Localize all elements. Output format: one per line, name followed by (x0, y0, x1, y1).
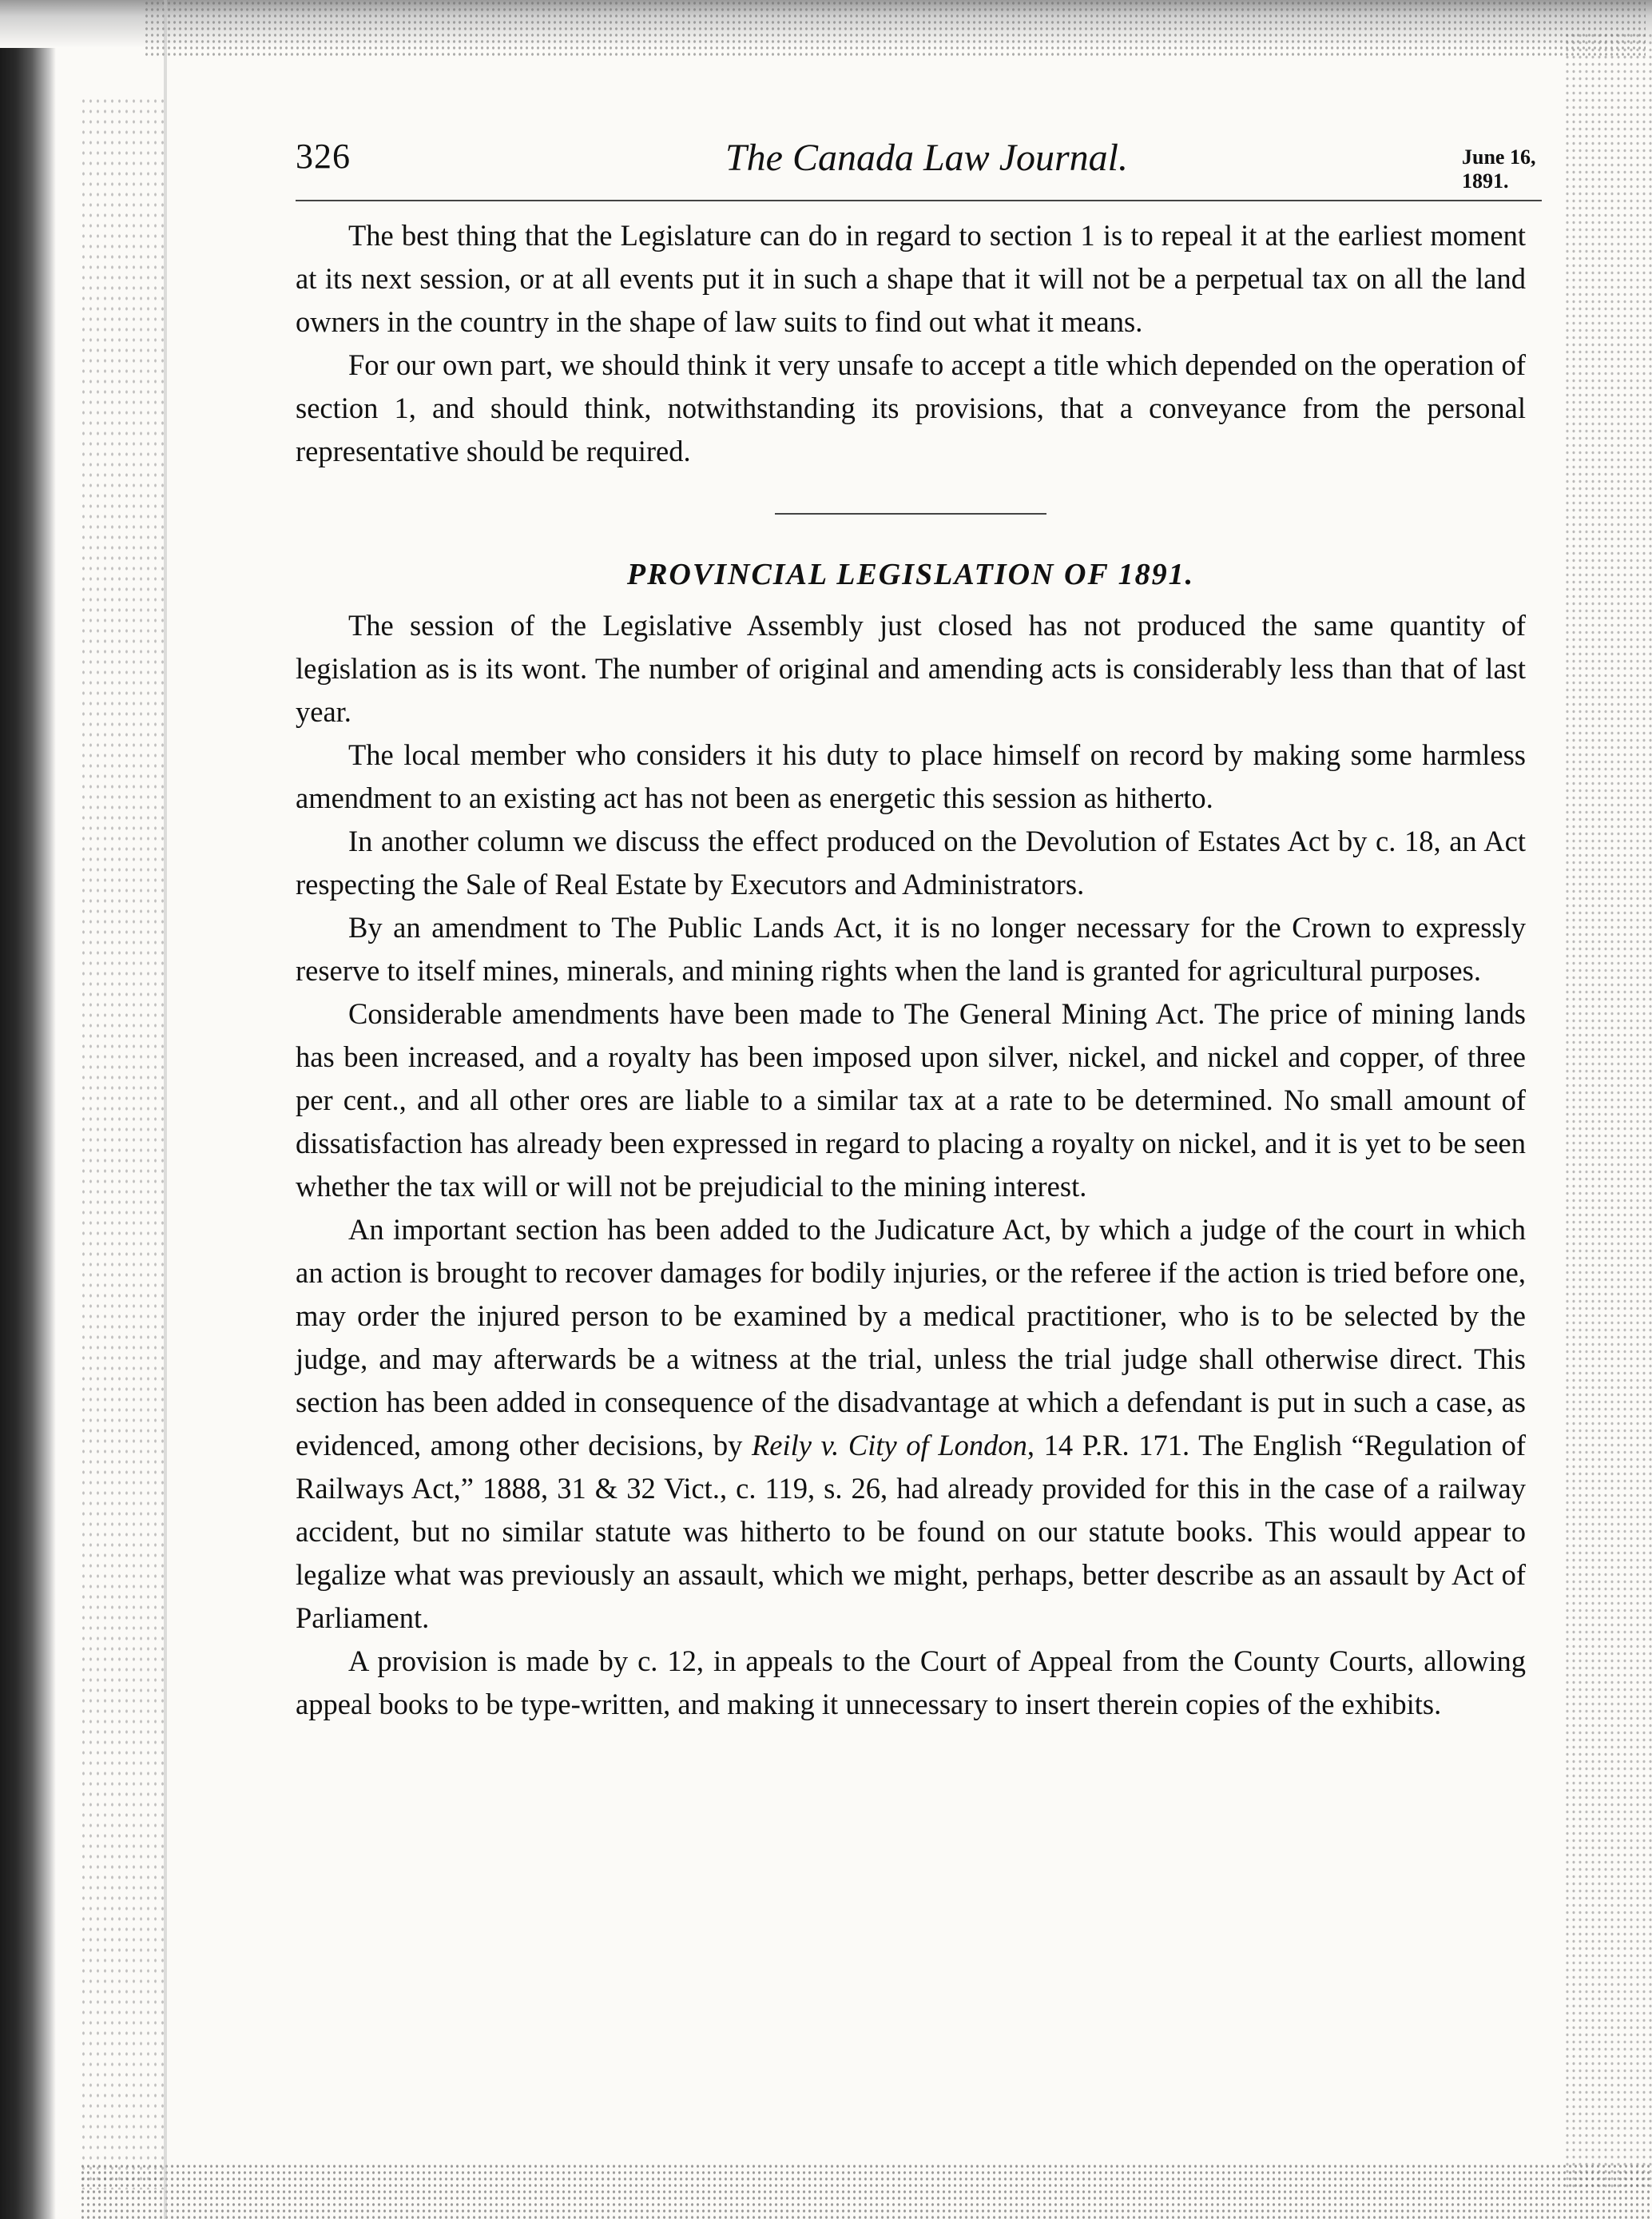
paragraph: By an amendment to The Public Lands Act, it is no longer necessary for the Crown to expressly reserve to itself mines, minerals, and mining rights when the land is granted for agricultural purposes. (296, 911, 1526, 987)
paragraph: For our own part, we should think it very unsafe to accept a title which depended on the operation of section 1, and should think, notwithstanding its provisions, that a conveyance from the personal representative should be required. (296, 348, 1526, 467)
page-number: 326 (296, 137, 351, 176)
case-citation: Reily v. City of London (752, 1429, 1027, 1461)
paragraph: In another column we discuss the effect produced on the Devolution of Estates Act by c. 18, an Act respecting the Sale of Real Estate by Executors and Administrators. (296, 825, 1526, 901)
text-run: An important section has been added to the Judicature Act, by which a judge of the court in which an action is brought to recover damages for bodily injuries, or the referee if the action is tried before one, may order the injured person to be examined by a medical practitioner, who is to be selected by the judge, and may afterwards be a witness at the trial, unless the trial judge shall otherwise direct. This section has been added in consequence of the disadvantage at which a defendant is put in such a case, as evidenced, among other decisions, by (296, 1213, 1526, 1461)
scan-bottom-noise (80, 2163, 1652, 2219)
paragraph: The local member who considers it his duty to place himself on record by making some harmless amendment to an existing act has not been as energetic this session as hitherto. (296, 738, 1526, 814)
running-header (296, 136, 1574, 192)
header-rule (296, 200, 1542, 201)
article-body (296, 214, 1526, 1726)
paragraph: The best thing that the Legislature can do in regard to section 1 is to repeal it at the earliest moment at its next session, or at all events put it in such a shape that it will not be a perpetual tax on all the land owners in the country in the shape of law suits to find out what it means. (296, 219, 1526, 338)
paragraph: The session of the Legislative Assembly just closed has not produced the same quantity of legislation as is its wont. The number of original and amending acts is considerably less than that of last year. (296, 609, 1526, 728)
issue-date: June 16, 1891. (1462, 145, 1536, 193)
paragraph: Considerable amendments have been made to The General Mining Act. The price of mining lands has been increased, and a royalty has been imposed upon silver, nickel, and nickel and copper, of three per cent., and all other ores are liable to a similar tax at a rate to be determined. No small amount of dissatisfaction has already been expressed in regard to placing a royalty on nickel, and it is yet to be seen whether the tax will or will not be prejudicial to the mining interest. (296, 997, 1526, 1203)
text-run: , 14 P.R. 171. The English “Regulation of Railways Act,” 1888, 31 & 32 Vict., c. 119, s. 26, had already provided for this in the case of a railway accident, but no similar statute was hitherto to be found on our statute books. This would appear to legalize what was previously an assault, which we might, perhaps, better describe as an assault by Act of Parliament. (296, 1429, 1526, 1634)
section-heading: PROVINCIAL LEGISLATION OF 1891. (626, 558, 1195, 591)
journal-title: The Canada Law Journal. (725, 137, 1129, 179)
scan-right-noise (1564, 32, 1652, 2189)
scan-left-noise (80, 96, 168, 2189)
paragraph: A provision is made by c. 12, in appeals to the Court of Appeal from the County Courts, allowing appeal books to be type-written, and making it unnecessary to insert therein copies of the exhibits. (296, 1644, 1526, 1720)
scan-top-noise (144, 0, 1646, 56)
paragraph-judicature (296, 1208, 1526, 1640)
page-fold-line (164, 0, 167, 2219)
scan-binding-shadow (0, 0, 56, 2219)
section-divider (775, 513, 1046, 515)
